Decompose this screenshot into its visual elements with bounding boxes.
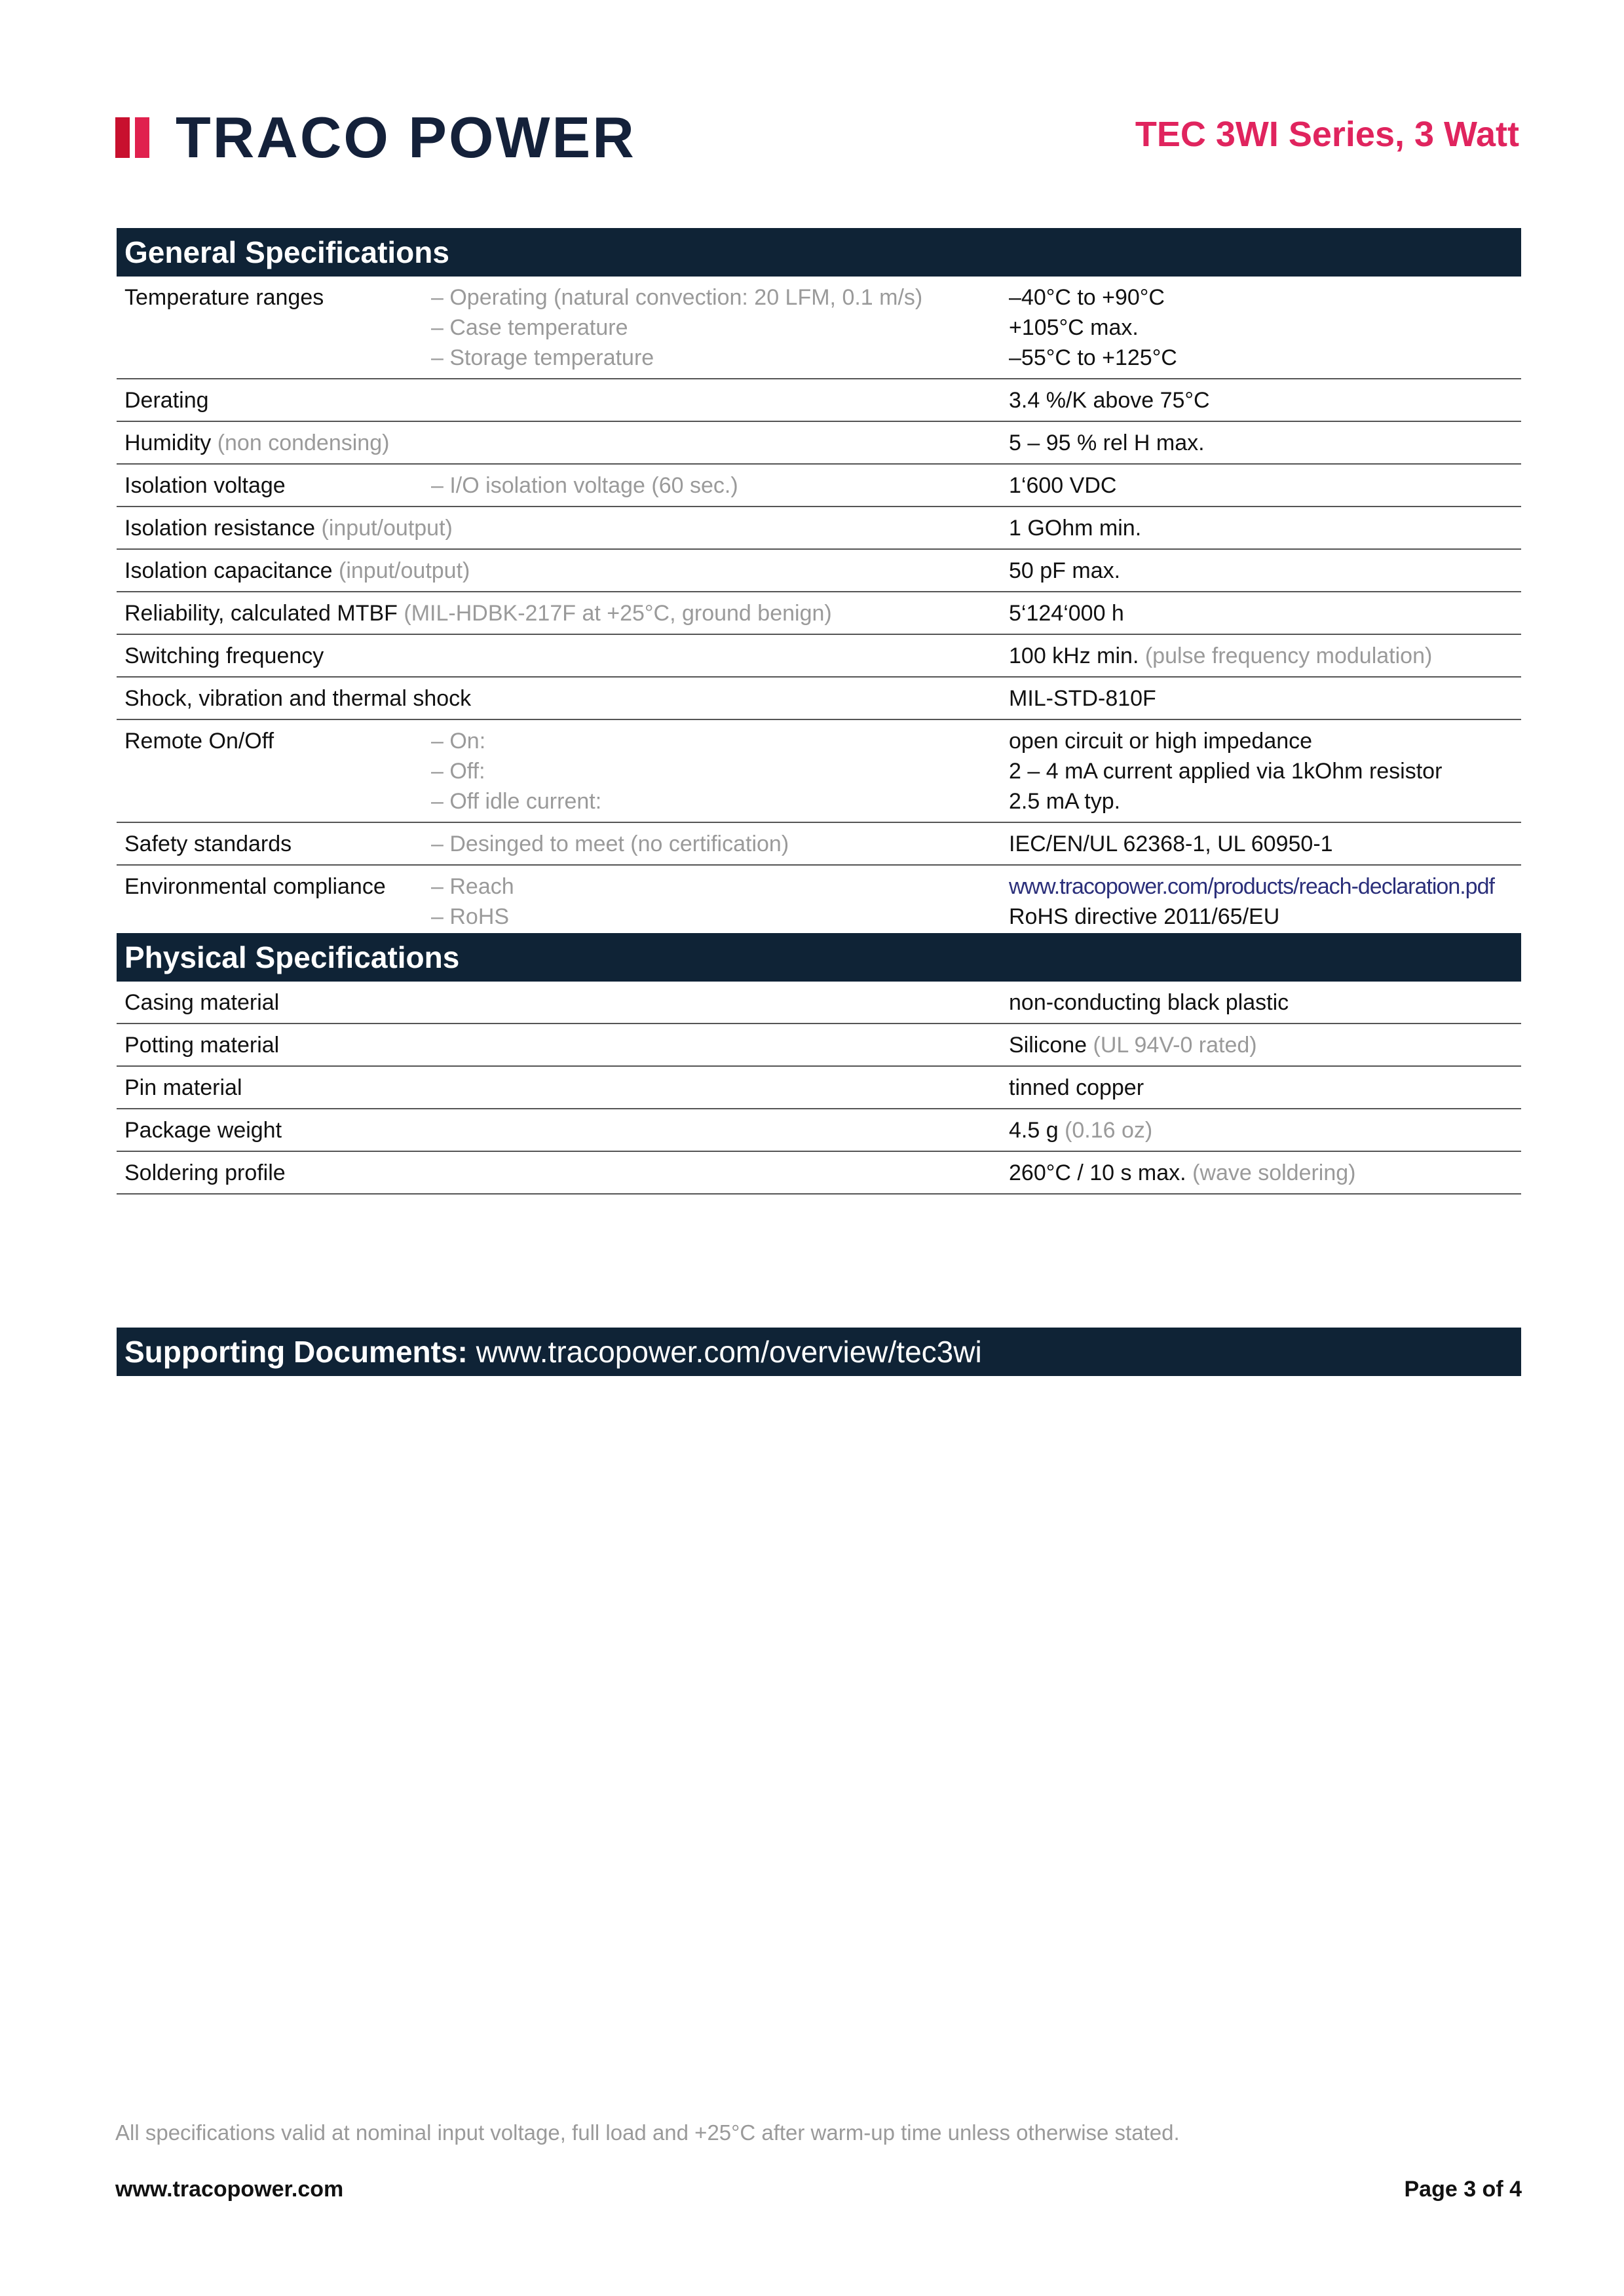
logo-mark-icon	[115, 117, 149, 158]
spec-value: 5‘124‘000 h	[1009, 601, 1124, 626]
spec-row-soldering-profile	[117, 1152, 1521, 1195]
brand-logo	[115, 105, 636, 170]
spec-row-package-weight	[117, 1109, 1521, 1152]
spec-value: Silicone	[1009, 1033, 1087, 1058]
spec-sub: – RoHS	[431, 904, 510, 929]
spec-value: 50 pF max.	[1009, 558, 1121, 583]
spec-value: 3.4 %/K above 75°C	[1009, 388, 1210, 413]
brand-name: TRACO POWER	[176, 105, 636, 170]
spec-value: RoHS directive 2011/65/EU	[1009, 904, 1280, 929]
spec-row-temperature	[117, 277, 1521, 379]
spec-value: 1‘600 VDC	[1009, 473, 1117, 498]
spec-row-mtbf	[117, 592, 1521, 635]
spec-value-note: (0.16 oz)	[1065, 1118, 1153, 1143]
spec-sub: – On:	[431, 729, 486, 754]
spec-label: Pin material	[124, 1075, 242, 1100]
specifications-footnote: All specifications valid at nominal input voltage, full load and +25°C after warm-up time unless otherwise stated.	[115, 2120, 1180, 2145]
spec-value-note: (wave soldering)	[1192, 1160, 1356, 1185]
spec-value: +105°C max.	[1009, 315, 1139, 340]
spec-label: Casing material	[124, 990, 280, 1015]
spec-row-pin-material	[117, 1067, 1521, 1109]
spec-label: Remote On/Off	[124, 729, 274, 754]
spec-row-switching-frequency	[117, 635, 1521, 678]
spec-value: IEC/EN/UL 62368-1, UL 60950-1	[1009, 832, 1333, 856]
spec-row-isolation-capacitance	[117, 550, 1521, 592]
spec-sub: – Operating (natural convection: 20 LFM, 0.1 m/s)	[431, 285, 923, 310]
spec-value: tinned copper	[1009, 1075, 1144, 1100]
spec-sub: – Storage temperature	[431, 345, 654, 370]
general-specifications-title: General Specifications	[117, 228, 1521, 277]
physical-specifications-title: Physical Specifications	[117, 933, 1521, 982]
spec-row-derating	[117, 379, 1521, 422]
spec-label: Humidity	[124, 430, 212, 455]
spec-sub: – Desinged to meet (no certification)	[431, 832, 789, 856]
spec-row-potting-material	[117, 1024, 1521, 1067]
spec-value-note: (pulse frequency modulation)	[1144, 643, 1433, 668]
spec-label: Reliability, calculated MTBF	[124, 601, 398, 626]
supporting-documents-bar	[117, 1328, 1521, 1376]
general-specifications	[117, 228, 1521, 937]
spec-row-isolation-voltage	[117, 465, 1521, 507]
spec-sub: – Case temperature	[431, 315, 628, 340]
spec-value: MIL-STD-810F	[1009, 686, 1156, 711]
supporting-documents-link[interactable]: www.tracopower.com/overview/tec3wi	[476, 1335, 982, 1369]
spec-value: non-conducting black plastic	[1009, 990, 1289, 1015]
spec-row-isolation-resistance	[117, 507, 1521, 550]
spec-row-casing-material	[117, 982, 1521, 1024]
spec-row-remote-on-off	[117, 720, 1521, 823]
spec-label: Package weight	[124, 1118, 282, 1143]
spec-label: Switching frequency	[124, 643, 324, 668]
page-number: Page 3 of 4	[1404, 2177, 1522, 2202]
spec-value: 100 kHz min.	[1009, 643, 1139, 668]
spec-value: 4.5 g	[1009, 1118, 1059, 1143]
spec-row-environmental-compliance	[117, 866, 1521, 937]
spec-value: 5 – 95 % rel H max.	[1009, 430, 1205, 455]
spec-row-humidity	[117, 422, 1521, 465]
spec-value: 2.5 mA typ.	[1009, 789, 1121, 814]
spec-value: open circuit or high impedance	[1009, 729, 1313, 754]
spec-note: (MIL-HDBK-217F at +25°C, ground benign)	[404, 601, 832, 626]
spec-label: Shock, vibration and thermal shock	[124, 686, 472, 711]
spec-label: Isolation capacitance	[124, 558, 333, 583]
spec-label: Safety standards	[124, 832, 292, 856]
spec-value-note: (UL 94V-0 rated)	[1093, 1033, 1257, 1058]
spec-value: 260°C / 10 s max.	[1009, 1160, 1186, 1185]
spec-label: Potting material	[124, 1033, 280, 1058]
spec-label: Temperature ranges	[124, 285, 324, 310]
spec-value: –40°C to +90°C	[1009, 285, 1165, 310]
spec-sub: – Off:	[431, 759, 485, 784]
spec-value: 1 GOhm min.	[1009, 516, 1142, 541]
spec-note: (input/output)	[339, 558, 470, 583]
spec-value: –55°C to +125°C	[1009, 345, 1177, 370]
footer-website-link[interactable]: www.tracopower.com	[115, 2177, 344, 2202]
spec-label: Soldering profile	[124, 1160, 286, 1185]
supporting-documents-label: Supporting Documents:	[124, 1335, 468, 1369]
series-title: TEC 3WI Series, 3 Watt	[1135, 115, 1519, 154]
spec-row-safety-standards	[117, 823, 1521, 866]
spec-sub: – I/O isolation voltage (60 sec.)	[431, 473, 738, 498]
spec-label: Isolation voltage	[124, 473, 286, 498]
spec-value: 2 – 4 mA current applied via 1kOhm resistor	[1009, 759, 1443, 784]
spec-row-shock	[117, 678, 1521, 720]
reach-declaration-link[interactable]: www.tracopower.com/products/reach-declaration.pdf	[1009, 874, 1494, 899]
spec-sub: – Off idle current:	[431, 789, 602, 814]
spec-label: Derating	[124, 388, 209, 413]
spec-label: Isolation resistance	[124, 516, 316, 541]
spec-sub: – Reach	[431, 874, 514, 899]
spec-note: (non condensing)	[217, 430, 390, 455]
spec-note: (input/output)	[321, 516, 453, 541]
spec-label: Environmental compliance	[124, 874, 386, 899]
physical-specifications	[117, 933, 1521, 1195]
